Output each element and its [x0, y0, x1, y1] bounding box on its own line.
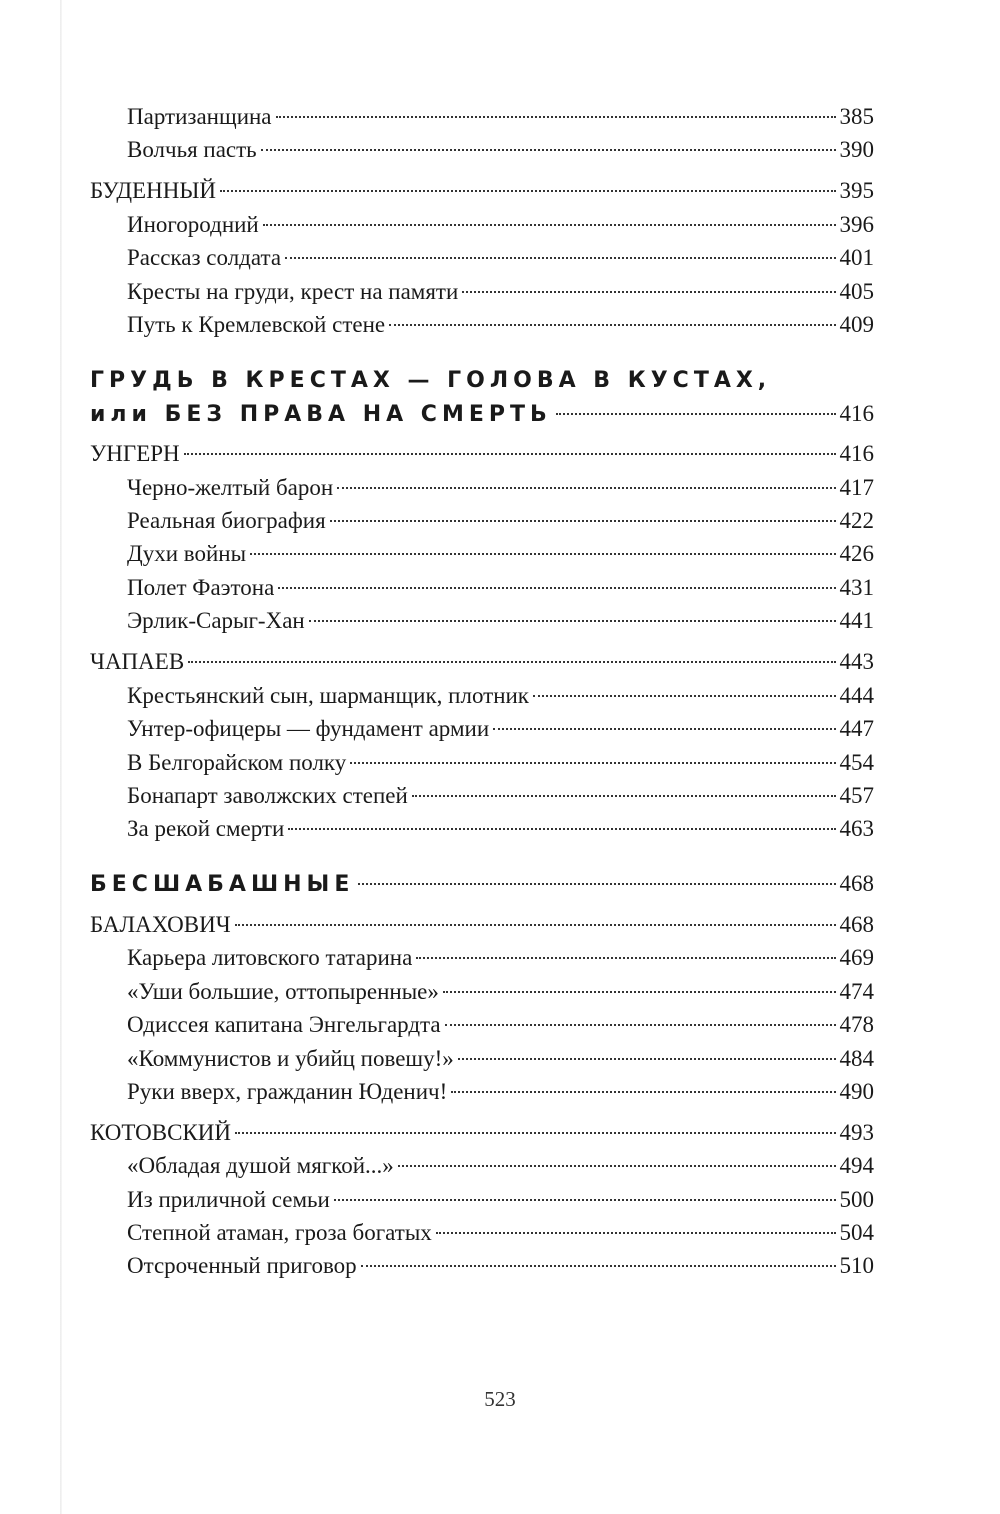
dot-leader [361, 1265, 836, 1267]
toc-entry-title: В Белгорайском полку [127, 750, 347, 775]
toc-part-entry[interactable] [90, 398, 874, 430]
dot-leader [235, 1132, 836, 1134]
toc-entry-page: 494 [839, 1153, 874, 1178]
toc-entry-title: ЧАПАЕВ [90, 649, 185, 674]
dot-leader [337, 487, 835, 489]
toc-entry-page: 447 [839, 716, 874, 741]
toc-entry-title: Черно-желтый барон [127, 475, 334, 500]
dot-leader [443, 991, 836, 993]
dot-leader [285, 257, 835, 259]
dot-leader [330, 520, 836, 522]
toc-entry-title: БАЛАХОВИЧ [90, 912, 231, 937]
toc-entry-page: 409 [839, 312, 874, 337]
dot-leader [556, 413, 836, 415]
dot-leader [188, 661, 835, 663]
page-number: 523 [484, 1387, 516, 1411]
dot-leader [261, 149, 836, 151]
toc-entry-title: Волчья пасть [127, 137, 257, 162]
dot-leader [235, 924, 836, 926]
toc-entry-title: Рассказ солдата [127, 245, 282, 270]
toc-entry-title: Реальная биография [127, 508, 326, 533]
dot-leader [389, 324, 835, 326]
toc-entry-title: За рекой смерти [127, 816, 285, 841]
toc-entry-page: 469 [839, 945, 874, 970]
toc-entry-page: 441 [839, 608, 874, 633]
toc-entry[interactable] [127, 309, 874, 341]
toc-entry-page: 431 [839, 575, 874, 600]
toc-entry-title: УНГЕРН [90, 441, 180, 466]
toc-entry[interactable] [127, 572, 874, 604]
toc-entry[interactable] [127, 1043, 874, 1075]
toc-entry-title: Духи войны [127, 541, 247, 566]
dot-leader [398, 1165, 836, 1167]
toc-entry-page: 395 [839, 178, 874, 203]
toc-entry-title: Кресты на груди, крест на памяти [127, 279, 459, 304]
toc-entry[interactable] [127, 976, 874, 1008]
toc-entry-page: 426 [839, 541, 874, 566]
toc-entry-page: 405 [839, 279, 874, 304]
toc-chapter-entry[interactable] [90, 646, 874, 678]
toc-entry-title: Крестьянский сын, шарманщик, плотник [127, 683, 529, 708]
toc-entry-title: Бонапарт заволжских степей [127, 783, 408, 808]
dot-leader [436, 1232, 836, 1234]
toc-entry-title: Партизанщина [127, 104, 272, 129]
toc-entry-page: 490 [839, 1079, 874, 1104]
toc-entry-title: КОТОВСКИЙ [90, 1120, 231, 1145]
toc-entry-title: «Уши большие, оттопыренные» [127, 979, 439, 1004]
toc-entry-page: 417 [839, 475, 874, 500]
toc-entry-page: 478 [839, 1012, 874, 1037]
toc-entry-page: 484 [839, 1046, 874, 1071]
dot-leader [458, 1058, 836, 1060]
toc-chapter-entry[interactable] [90, 909, 874, 941]
part-heading-line1: ГРУДЬ В КРЕСТАХ — ГОЛОВА В КУСТАХ, [90, 368, 772, 393]
dot-leader [493, 728, 835, 730]
toc-entry-page: 401 [839, 245, 874, 270]
toc-entry[interactable] [127, 276, 874, 308]
toc-entry-title: Иногородний [127, 212, 259, 237]
toc-entry-title: Одиссея капитана Энгельгардта [127, 1012, 441, 1037]
toc-entry-page: 463 [839, 816, 874, 841]
dot-leader [276, 116, 836, 118]
dot-leader [358, 883, 835, 885]
toc-entry-page: 416 [839, 401, 874, 426]
toc-entry-title: Карьера литовского татарина [127, 945, 413, 970]
toc-entry[interactable] [127, 942, 874, 974]
toc-entry-title: «Коммунистов и убийц повешу!» [127, 1046, 454, 1071]
toc-entry[interactable] [127, 605, 874, 637]
toc-entry-page: 454 [839, 750, 874, 775]
toc-entry[interactable] [127, 1150, 874, 1182]
toc-entry-page: 443 [839, 649, 874, 674]
toc-chapter-entry[interactable] [90, 175, 874, 207]
dot-leader [350, 762, 835, 764]
toc-entry[interactable] [127, 505, 874, 537]
dot-leader [412, 795, 836, 797]
toc-entry[interactable] [127, 472, 874, 504]
toc-entry[interactable] [127, 1009, 874, 1041]
toc-entry[interactable] [127, 209, 874, 241]
toc-chapter-entry[interactable] [90, 438, 874, 470]
toc-entry-page: 416 [839, 441, 874, 466]
toc-entry-title: Эрлик-Сарыг-Хан [127, 608, 305, 633]
toc-entry[interactable] [127, 680, 874, 712]
part-heading: БЕСШАБАШНЫЕ [90, 872, 355, 897]
dot-leader [445, 1024, 836, 1026]
toc-entry[interactable] [127, 813, 874, 845]
part-heading-line2: или БЕЗ ПРАВА НА СМЕРТЬ [90, 402, 552, 427]
toc-chapter-entry[interactable] [90, 1117, 874, 1149]
toc-entry[interactable] [127, 713, 874, 745]
dot-leader [288, 828, 835, 830]
toc-entry-title: Полет Фаэтона [127, 575, 275, 600]
dot-leader [416, 957, 835, 959]
toc-entry-title: БУДЕННЫЙ [90, 178, 216, 203]
toc-entry-page: 457 [839, 783, 874, 808]
toc-entry-page: 493 [839, 1120, 874, 1145]
toc-entry[interactable] [127, 538, 874, 570]
dot-leader [184, 453, 836, 455]
toc-entry[interactable] [127, 780, 874, 812]
toc-entry-page: 422 [839, 508, 874, 533]
toc-entry[interactable] [127, 242, 874, 274]
toc-entry[interactable] [127, 1076, 874, 1108]
dot-leader [309, 620, 836, 622]
toc-entry-page: 474 [839, 979, 874, 1004]
toc-entry-title: Степной атаман, гроза богатых [127, 1220, 432, 1245]
toc-entry-page: 444 [839, 683, 874, 708]
dot-leader [533, 695, 836, 697]
toc-entry[interactable] [127, 101, 874, 133]
dot-leader [250, 553, 835, 555]
dot-leader [263, 224, 836, 226]
toc-entry-page: 390 [839, 137, 874, 162]
toc-entry-page: 504 [839, 1220, 874, 1245]
toc-entry-page: 385 [839, 104, 874, 129]
dot-leader [220, 190, 836, 192]
toc-entry-title: Унтер-офицеры — фундамент армии [127, 716, 490, 741]
toc-entry[interactable] [127, 134, 874, 166]
toc-entry-title: Из приличной семьи [127, 1187, 330, 1212]
toc-entry[interactable] [127, 1184, 874, 1216]
toc-entry-page: 468 [839, 871, 874, 896]
toc-entry[interactable] [127, 1217, 874, 1249]
toc-entry[interactable] [127, 747, 874, 779]
toc-entry-page: 396 [839, 212, 874, 237]
toc-entry[interactable] [127, 1250, 874, 1282]
toc-entry-page: 510 [839, 1253, 874, 1278]
toc-entry-title: Отсроченный приговор [127, 1253, 357, 1278]
toc-entry-title: Руки вверх, гражданин Юденич! [127, 1079, 448, 1104]
toc-entry-page: 500 [839, 1187, 874, 1212]
dot-leader [334, 1199, 836, 1201]
dot-leader [462, 291, 835, 293]
toc-part-entry[interactable] [90, 868, 874, 900]
toc-entry-page: 468 [839, 912, 874, 937]
dot-leader [451, 1091, 835, 1093]
dot-leader [278, 587, 835, 589]
toc-entry-title: Путь к Кремлевской стене [127, 312, 386, 337]
toc-entry-title: «Обладая душой мягкой...» [127, 1153, 394, 1178]
binding-shadow [60, 0, 62, 1514]
